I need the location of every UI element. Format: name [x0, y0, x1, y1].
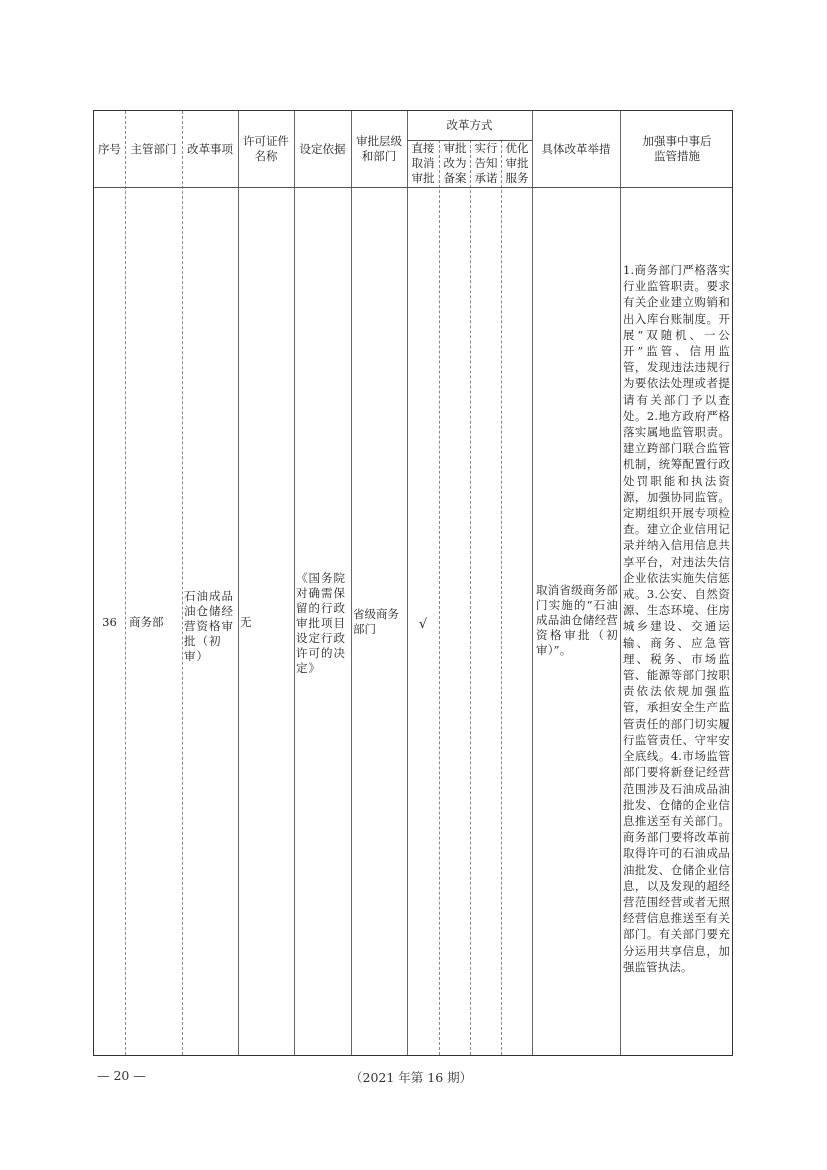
col-divider [439, 140, 440, 1055]
col-divider [351, 111, 352, 1055]
reform-table [93, 110, 733, 1056]
page-number: — 20 — [97, 1068, 146, 1083]
col-divider [532, 111, 533, 1055]
col-divider [238, 111, 239, 1055]
col-divider [294, 111, 295, 1055]
header-dept: 主管部门 [130, 141, 177, 156]
col-divider [470, 140, 471, 1055]
header-item: 改革事项 [187, 141, 233, 156]
row-supervision: 1.商务部门严格落实行业监管职责。要求有关企业建立购销和出入库台账制度。开展“双随机、一公开”监管、信用监管，发现违法违规行为要依法处理或者提请有关部门予以查处。2.地方政府严格落实属地监管职责。建立跨部门联合监管机制，统筹配置行政处罚职能和执法资源，加强协同监管。定期组织开展专项检查。建立企业信用记录并纳入信用信息共享平台，对违法失信企业依法实施失信惩戒。3.公安、自然资源、生态环境、住房城乡建设、交通运输、商务、应急管理、税务、市场监管、能源等部门按职责依法依规加强监管，承担安全生产监管责任的部门切实履行监管责任、守牢安全底线。4.市场监管部门要将新登记经营范围涉及石油成品油批发、仓储的企业信息推送至有关部门。商务部门要将改革前取得许可的石油成品油批发、仓储企业信息，以及发现的超经营范围经营或者无照经营信息推送至有关部门。有关部门要充分运用共享信息，加强监管执法。 [623, 263, 730, 974]
col-divider [125, 111, 126, 1055]
issue-label: （2021 年第 16 期） [350, 1070, 473, 1085]
col-divider [407, 111, 408, 1055]
header-reform-mode: 改革方式 [446, 118, 493, 132]
row-seq: 36 [102, 615, 117, 629]
header-mode-filing: 审批改为备案 [443, 141, 467, 185]
header-mode-promise: 实行告知承诺 [474, 141, 498, 185]
header-basis: 设定依据 [299, 141, 346, 156]
header-divider [94, 187, 732, 188]
header-seq: 序号 [98, 141, 121, 156]
col-divider [620, 111, 621, 1055]
row-measures: 取消省级商务部门实施的“石油成品油仓储经营资格审批（初审）”。 [536, 583, 618, 657]
header-mode-cancel: 直接取消审批 [411, 141, 435, 185]
row-license: 无 [240, 615, 252, 629]
header-license: 许可证件名称 [243, 134, 289, 163]
header-level: 审批层级和部门 [356, 134, 402, 163]
row-item: 石油成品油仓储经营资格审批（初审） [184, 589, 234, 663]
header-supervision: 加强事中事后监管措施 [642, 134, 712, 163]
header-mode-optimize: 优化审批服务 [505, 141, 529, 185]
col-divider [501, 140, 502, 1055]
row-mode-cancel: √ [418, 617, 428, 632]
col-divider [182, 111, 183, 1055]
row-dept: 商务部 [129, 615, 164, 629]
row-level: 省级商务部门 [353, 607, 399, 636]
row-basis: 《国务院对确需保留的行政审批项目设定行政许可的决定》 [296, 571, 346, 675]
header-measures: 具体改革举措 [541, 141, 611, 156]
